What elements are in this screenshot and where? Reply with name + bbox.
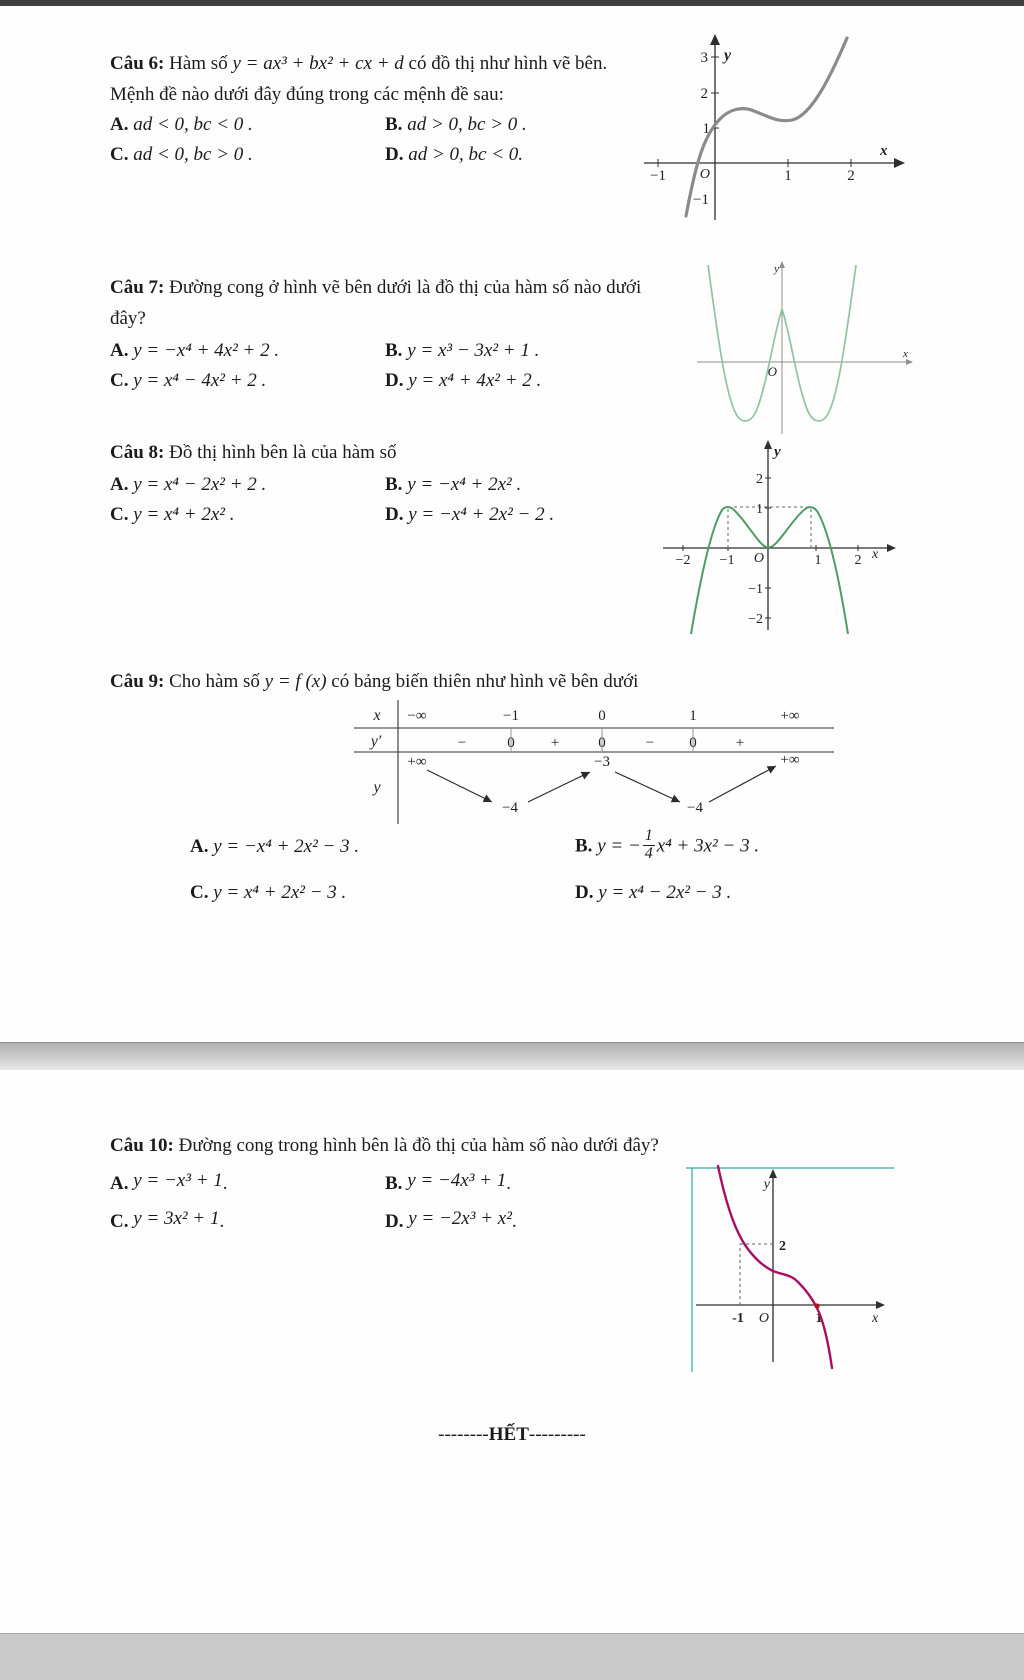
end-dashes-right: --------- <box>528 1424 586 1445</box>
q6-option-a-text: ad < 0, bc < 0 . <box>133 114 253 135</box>
q8-origin-label: O <box>753 551 764 566</box>
q10-option-a-text: y = −x³ + 1 <box>133 1170 223 1191</box>
q9-option-b <box>575 827 930 865</box>
q6-option-a-label: A. <box>110 114 129 135</box>
q8-option-a <box>110 470 385 500</box>
q7-option-d-text: y = x⁴ + 4x² + 2 . <box>408 370 542 391</box>
bottom-edge-band <box>0 1633 1024 1680</box>
q7-y-axis-label: y <box>774 263 779 275</box>
question-7 <box>110 272 670 396</box>
q8-xtick-neg2: −2 <box>675 553 691 568</box>
q7-option-a-text: y = −x⁴ + 4x² + 2 . <box>133 340 280 361</box>
q10-xtick-neg1: -1 <box>732 1311 744 1326</box>
q9-option-b-pre: y = − <box>597 835 641 857</box>
q10-xtick-1: 1 <box>815 1311 823 1326</box>
q10-option-a-period: . <box>222 1173 228 1194</box>
q9-yp-sign-1: − <box>457 735 467 751</box>
q6-origin-label: O <box>699 167 710 182</box>
q10-option-b-label: B. <box>385 1173 403 1194</box>
q10-stem <box>110 1130 730 1161</box>
end-dashes-left: -------- <box>438 1424 489 1445</box>
end-of-test-line <box>0 1424 1024 1446</box>
q10-option-b-text: y = −4x³ + 1 <box>407 1170 507 1191</box>
q10-stem-text: Đường cong trong hình bên là đồ thị của hàm số nào dưới đây? <box>178 1135 659 1156</box>
q9-option-b-fraction <box>643 828 655 863</box>
q8-option-b-text: y = −x⁴ + 2x² . <box>407 474 522 495</box>
q8-ytick-2: 2 <box>756 472 763 487</box>
q10-ytick-2: 2 <box>779 1239 786 1254</box>
q7-origin-label: O <box>767 364 777 379</box>
q6-option-c-text: ad < 0, bc > 0 . <box>133 144 253 165</box>
q6-options <box>110 110 658 170</box>
q7-option-b-label: B. <box>385 340 403 361</box>
q8-ytick-neg2: −2 <box>748 612 763 627</box>
q7-stem <box>110 272 670 334</box>
q8-option-a-text: y = x⁴ − 2x² + 2 . <box>133 474 267 495</box>
q10-option-c-period: . <box>219 1211 225 1232</box>
q8-quartic-graph <box>653 438 903 634</box>
q7-quartic-graph <box>693 260 921 438</box>
q9-formula: y = f (x) <box>264 671 327 692</box>
q10-root-point <box>814 1303 819 1308</box>
q9-stem-pre: Cho hàm số <box>169 671 260 692</box>
q6-option-d <box>385 140 658 170</box>
q9-option-b-frac-num: 1 <box>644 827 653 844</box>
q6-xtick-neg1: −1 <box>650 168 666 184</box>
q7-option-c-text: y = x⁴ − 4x² + 2 . <box>133 370 267 391</box>
q6-option-a <box>110 110 385 140</box>
q6-stem-line2: Mệnh đề nào dưới đây đúng trong các mệnh đề sau: <box>110 84 504 105</box>
q9-x-0: 0 <box>598 708 606 724</box>
q9-option-a <box>190 832 575 862</box>
q8-xtick-neg1: −1 <box>719 553 735 568</box>
q9-y-min1: −4 <box>502 800 518 816</box>
q6-formula: y = ax³ + bx² + cx + d <box>232 53 404 74</box>
q10-options <box>110 1169 730 1237</box>
q6-option-d-text: ad > 0, bc < 0. <box>408 144 524 165</box>
top-edge-bar <box>0 0 1024 6</box>
q6-option-b-text: ad > 0, bc > 0 . <box>407 114 527 135</box>
q8-label: Câu 8: <box>110 442 165 463</box>
q9-option-c-text: y = x⁴ + 2x² − 3 . <box>213 881 347 903</box>
q8-xtick-2: 2 <box>854 553 862 568</box>
q9-x-neg1: −1 <box>503 708 519 724</box>
q10-x-axis-label: x <box>872 1311 879 1326</box>
q7-option-d <box>385 366 670 396</box>
q9-x-pos-inf: +∞ <box>780 708 800 724</box>
q8-options <box>110 470 670 530</box>
q9-label: Câu 9: <box>110 671 165 692</box>
q6-label: Câu 6: <box>110 53 165 74</box>
q6-x-axis-label: x <box>880 143 888 159</box>
q9-option-d-label: D. <box>575 881 594 903</box>
q8-option-c-text: y = x⁴ + 2x² . <box>133 504 235 525</box>
q9-stem-post: có bảng biến thiên như hình vẽ bên dưới <box>331 671 639 692</box>
q6-option-b-label: B. <box>385 114 403 135</box>
q7-option-b-text: y = x³ − 3x² + 1 . <box>407 340 540 361</box>
q9-option-a-label: A. <box>190 836 209 858</box>
q7-option-c <box>110 366 385 396</box>
q9-y-right-inf: +∞ <box>780 752 800 768</box>
q9-y-max: −3 <box>594 754 610 770</box>
q6-y-axis-label: y <box>724 47 732 64</box>
q10-option-d-period: . <box>511 1211 517 1232</box>
q6-option-d-label: D. <box>385 144 404 165</box>
q8-curve <box>691 507 848 634</box>
q8-ytick-1: 1 <box>756 502 763 517</box>
q7-options <box>110 336 670 396</box>
q6-stem-post: có đồ thị như hình vẽ bên. <box>408 53 608 74</box>
q9-options-grid <box>190 827 930 908</box>
q8-option-d-label: D. <box>385 504 404 525</box>
q10-option-d-text: y = −2x³ + x² <box>408 1208 512 1229</box>
q6-ytick-3: 3 <box>700 50 708 66</box>
q6-option-c-label: C. <box>110 144 129 165</box>
q9-yp-zero-2: 0 <box>598 735 606 751</box>
question-10 <box>110 1130 730 1237</box>
q6-ytick-1: 1 <box>702 121 710 137</box>
question-6 <box>110 48 658 170</box>
q10-y-axis-label: y <box>763 1177 770 1192</box>
q8-option-c <box>110 500 385 530</box>
q9-y-left-inf: +∞ <box>407 754 427 770</box>
question-9 <box>110 666 930 697</box>
q10-curve <box>718 1166 832 1368</box>
q8-option-c-label: C. <box>110 504 129 525</box>
q10-option-c-label: C. <box>110 1211 129 1232</box>
q9-option-a-text: y = −x⁴ + 2x² − 3 . <box>213 836 360 858</box>
q9-row-x-header: x <box>373 707 381 724</box>
q9-option-b-frac-den: 4 <box>644 844 653 862</box>
q9-y-min2: −4 <box>687 800 703 816</box>
q7-option-d-label: D. <box>385 370 404 391</box>
q6-curve <box>686 38 847 216</box>
q10-option-a-label: A. <box>110 1173 129 1194</box>
q10-option-c-text: y = 3x² + 1 <box>133 1208 220 1229</box>
q9-row-yprime-header: y′ <box>370 733 382 750</box>
q9-option-c <box>190 878 575 908</box>
q10-option-a <box>110 1169 385 1199</box>
page-break-band <box>0 1042 1024 1070</box>
q9-yp-zero-3: 0 <box>689 735 697 751</box>
q6-stem-line1 <box>110 48 658 79</box>
q9-x-1: 1 <box>689 708 697 724</box>
q9-option-d-text: y = x⁴ − 2x² − 3 . <box>598 881 732 903</box>
q10-cubic-graph <box>686 1162 894 1374</box>
q8-ytick-neg1: −1 <box>748 582 763 597</box>
q6-cubic-graph <box>628 30 918 222</box>
q10-option-b-period: . <box>506 1173 511 1194</box>
q6-stem-pre: Hàm số <box>169 53 228 74</box>
q9-variation-table <box>352 698 837 826</box>
q8-option-d <box>385 500 670 530</box>
q6-xtick-1: 1 <box>784 168 792 184</box>
q8-option-d-text: y = −x⁴ + 2x² − 2 . <box>408 504 555 525</box>
q6-option-c <box>110 140 385 170</box>
question-8 <box>110 437 670 530</box>
q9-x-neg-inf: −∞ <box>407 708 427 724</box>
q7-label: Câu 7: <box>110 277 165 298</box>
q10-label: Câu 10: <box>110 1135 174 1156</box>
q10-option-d <box>385 1207 730 1237</box>
q9-yp-zero-1: 0 <box>507 735 515 751</box>
q9-option-b-label: B. <box>575 835 593 857</box>
q7-option-a <box>110 336 385 366</box>
q9-option-b-post: x⁴ + 3x² − 3 . <box>656 835 760 857</box>
q6-ytick-neg1: −1 <box>693 192 709 208</box>
q8-stem-text: Đồ thị hình bên là của hàm số <box>169 442 397 463</box>
q7-stem-text: Đường cong ở hình vẽ bên dưới là đồ thị của hàm số nào dưới đây? <box>110 277 642 329</box>
q7-x-axis-label: x <box>903 348 908 360</box>
q9-stem <box>110 666 930 697</box>
q6-xtick-2: 2 <box>847 168 855 184</box>
q8-xtick-1: 1 <box>814 553 822 568</box>
q8-option-b <box>385 470 670 500</box>
end-word: HẾT <box>488 1424 529 1445</box>
q7-option-a-label: A. <box>110 340 129 361</box>
q8-option-a-label: A. <box>110 474 129 495</box>
q6-option-b <box>385 110 658 140</box>
q8-y-axis-label: y <box>774 444 781 460</box>
q7-option-c-label: C. <box>110 370 129 391</box>
q9-option-d <box>575 878 930 908</box>
q9-yp-sign-3: − <box>645 735 655 751</box>
q8-x-axis-label: x <box>872 547 879 562</box>
q9-yp-sign-4: + <box>735 735 745 751</box>
q9-option-c-label: C. <box>190 881 209 903</box>
q7-option-b <box>385 336 670 366</box>
q9-row-y-header: y <box>373 779 381 796</box>
q10-option-c <box>110 1207 385 1237</box>
q10-origin-label: O <box>758 1311 769 1326</box>
q6-ytick-2: 2 <box>700 86 708 102</box>
q10-option-d-label: D. <box>385 1211 404 1232</box>
q8-option-b-label: B. <box>385 474 403 495</box>
q9-yp-sign-2: + <box>550 735 560 751</box>
q10-option-b <box>385 1169 730 1199</box>
q8-stem <box>110 437 670 468</box>
q9-options <box>190 827 930 908</box>
